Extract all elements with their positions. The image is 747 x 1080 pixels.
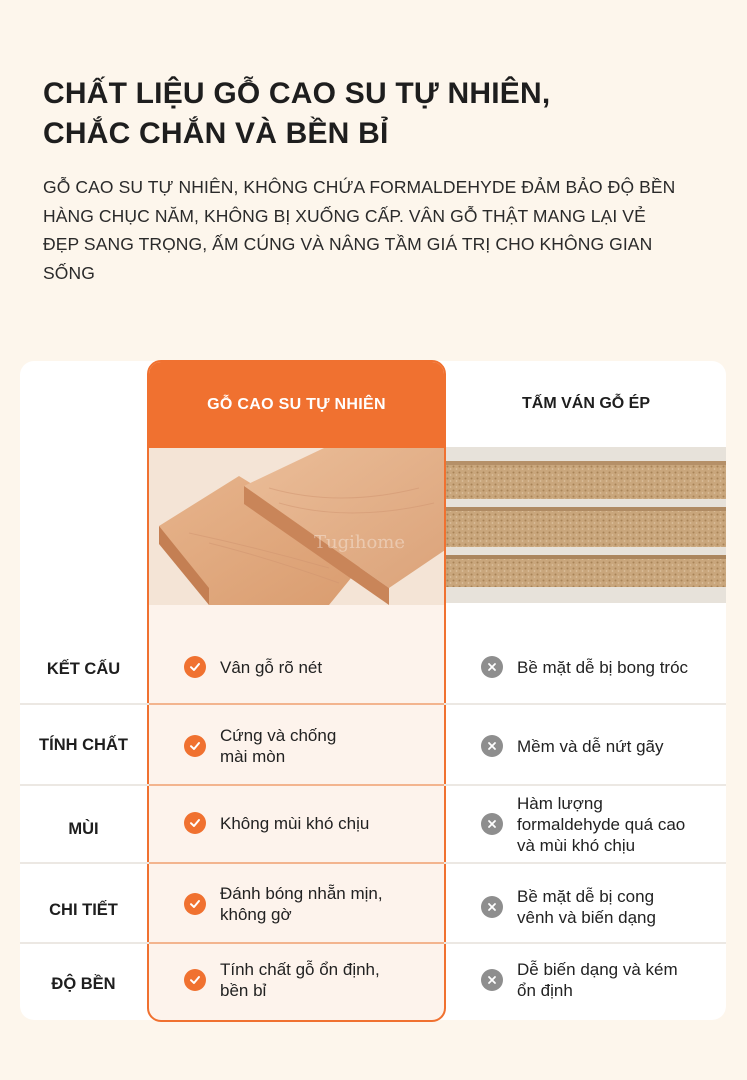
natural-odor-text: Không mùi khó chịu — [220, 813, 370, 833]
row-divider-accent — [149, 703, 444, 705]
natural-properties-text: Cứng và chống mài mòn — [220, 726, 337, 766]
row-label-odor: MÙI — [68, 820, 99, 838]
heading-line-1: CHẤT LIỆU GỖ CAO SU TỰ NHIÊN, — [43, 77, 551, 110]
page-heading — [43, 74, 703, 154]
heading-line-2: CHẮC CHẮN VÀ BỀN BỈ — [43, 117, 389, 150]
check-icon — [184, 893, 206, 915]
pressed-durability-cell — [481, 956, 678, 1004]
row-label-detail: CHI TIẾT — [49, 901, 118, 919]
pressed-detail-cell — [481, 883, 656, 931]
pressed-detail-text: Bề mặt dễ bị cong vênh và biến dạng — [517, 887, 656, 927]
watermark: Tugihome — [314, 532, 406, 553]
row-divider-accent — [149, 784, 444, 786]
natural-durability-text: Tính chất gỗ ổn định, bền bỉ — [220, 960, 380, 1000]
pressed-wood-photo — [446, 447, 726, 603]
natural-structure-cell — [184, 645, 322, 689]
natural-durability-cell — [184, 956, 380, 1004]
wood-planks-image — [149, 448, 444, 605]
cross-icon — [481, 969, 503, 991]
row-label-durability: ĐỘ BỀN — [51, 975, 116, 993]
row-divider-accent — [149, 862, 444, 864]
particle-board-image — [446, 447, 726, 603]
natural-structure-text: Vân gỗ rõ nét — [220, 657, 323, 677]
natural-properties-cell — [184, 722, 336, 770]
pressed-durability-text: Dễ biến dạng và kém ổn định — [517, 960, 678, 1000]
natural-wood-photo — [149, 448, 444, 605]
natural-detail-text: Đánh bóng nhẵn mịn, không gờ — [220, 884, 383, 924]
check-icon — [184, 969, 206, 991]
check-icon — [184, 812, 206, 834]
row-label-structure: KẾT CẤU — [46, 660, 121, 678]
check-icon — [184, 735, 206, 757]
natural-odor-cell — [184, 801, 369, 845]
intro-paragraph: GỖ CAO SU TỰ NHIÊN, KHÔNG CHỨA FORMALDEHYDE ĐẢM BẢO ĐỘ BỀN HÀNG CHỤC NĂM, KHÔNG BỊ XUỐNG CẤP. VÂN GỖ THẬT MANG LẠI VẺ ĐẸP SANG TRỌNG, ẤM CÚNG VÀ NÂNG TẦM GIÁ TRỊ CHO KHÔNG GIAN SỐNG — [43, 177, 676, 283]
pressed-structure-text: Bề mặt dễ bị bong tróc — [517, 657, 689, 677]
pressed-odor-cell — [481, 792, 685, 856]
natural-detail-cell — [184, 880, 383, 928]
pressed-odor-text: Hàm lượng formaldehyde quá cao và mùi khó chịu — [517, 793, 686, 855]
pressed-properties-text: Mềm và dễ nứt gãy — [517, 736, 664, 756]
natural-wood-header: GỖ CAO SU TỰ NHIÊN — [149, 362, 444, 448]
cross-icon — [481, 735, 503, 757]
cross-icon — [481, 813, 503, 835]
row-label-properties: TÍNH CHẤT — [39, 736, 128, 754]
row-divider-accent — [149, 942, 444, 944]
pressed-wood-header: TẤM VÁN GỖ ÉP — [521, 395, 650, 412]
cross-icon — [481, 896, 503, 918]
pressed-structure-cell — [481, 645, 688, 689]
cross-icon — [481, 656, 503, 678]
pressed-properties-cell — [481, 724, 664, 768]
check-icon — [184, 656, 206, 678]
